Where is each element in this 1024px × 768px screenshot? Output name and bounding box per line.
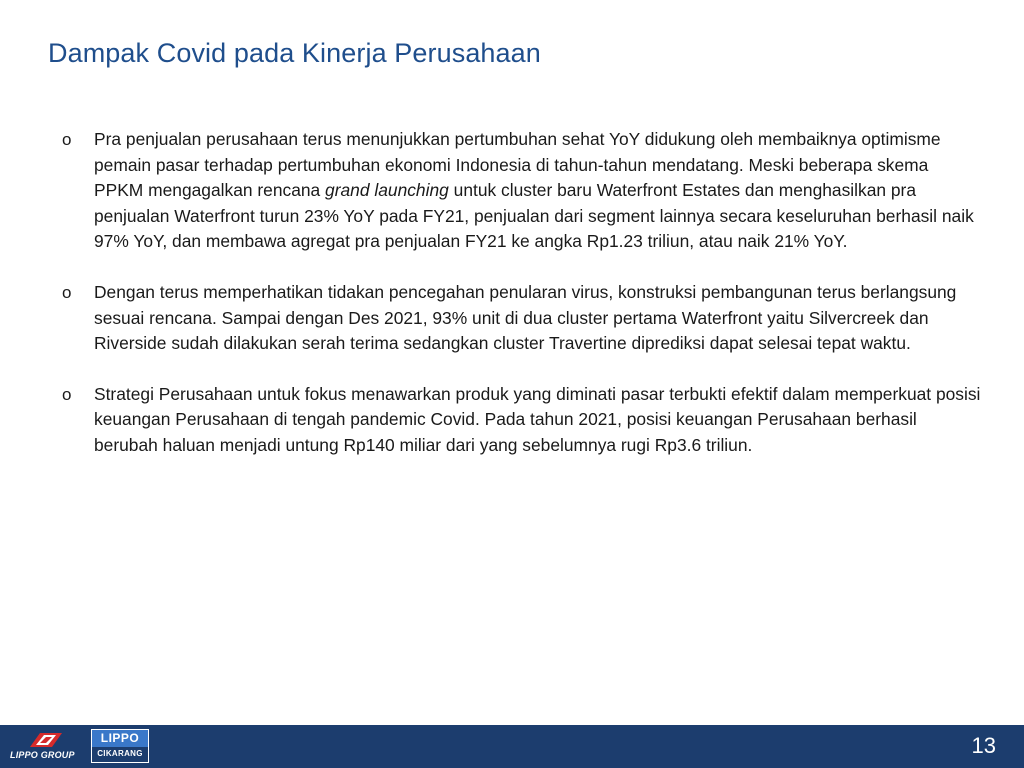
bullet-text-part: untuk cluster baru Waterfront Estates dan menghasilkan pra penjualan Waterfront turun 23% YoY pada FY21, penjualan dari segment lainnya secara keseluruhan berhasil naik 97% YoY, dan membawa agregat pra penjualan FY21 ke angka Rp1.23 triliun, atau naik 21% YoY. — [94, 180, 974, 252]
lippo-emblem-icon — [26, 731, 66, 749]
footer-bar — [0, 725, 1024, 768]
bullet-item-construction — [62, 280, 982, 357]
bullet-circle-icon: o — [62, 384, 72, 404]
bullet-list — [62, 127, 982, 484]
page-number: 13 — [971, 733, 996, 758]
bullet-item-presales — [62, 127, 982, 255]
bullet-text: Strategi Perusahaan untuk fokus menawarkan produk yang diminati pasar terbukti efektif dalam memperkuat posisi keuangan Perusahaan di tengah pandemic Covid. Pada tahun 2021, posisi keuangan Perusahaan berhasil berubah haluan menjadi untung Rp140 miliar dari yang sebelumnya rugi Rp3.6 triliun. — [94, 383, 981, 455]
bullet-text-italic: grand launching — [325, 180, 449, 201]
lippo-group-text: LIPPO GROUP — [10, 750, 75, 760]
lippo-cikarang-logo-top: LIPPO — [92, 730, 148, 747]
bullet-item-strategy — [62, 382, 982, 459]
lippo-group-logo — [10, 731, 86, 761]
bullet-circle-icon: o — [62, 282, 72, 302]
lippo-cikarang-logo-bottom: CIKARANG — [92, 747, 148, 761]
bullet-text-part: Pra penjualan perusahaan terus menunjukkan pertumbuhan sehat YoY didukung oleh membaiknya optimisme pemain pasar terhadap pertumbuhan ekonomi Indonesia di tahun-tahun mendatang. Meski beberapa skema PPKM mengagalkan rencana — [94, 129, 941, 201]
bullet-circle-icon: o — [62, 130, 72, 149]
lippo-cikarang-logo — [91, 729, 149, 763]
bullet-text — [94, 129, 974, 251]
slide-title: Dampak Covid pada Kinerja Perusahaan — [48, 38, 541, 68]
bullet-text: Dengan terus memperhatikan tidakan pencegahan penularan virus, konstruksi pembangunan terus berlangsung sesuai rencana. Sampai dengan Des 2021, 93% unit di dua cluster pertama Waterfront yaitu Silvercreek dan Riverside sudah dilakukan serah terima sedangkan cluster Travertine diprediksi dapat selesai tepat waktu. — [94, 281, 957, 354]
